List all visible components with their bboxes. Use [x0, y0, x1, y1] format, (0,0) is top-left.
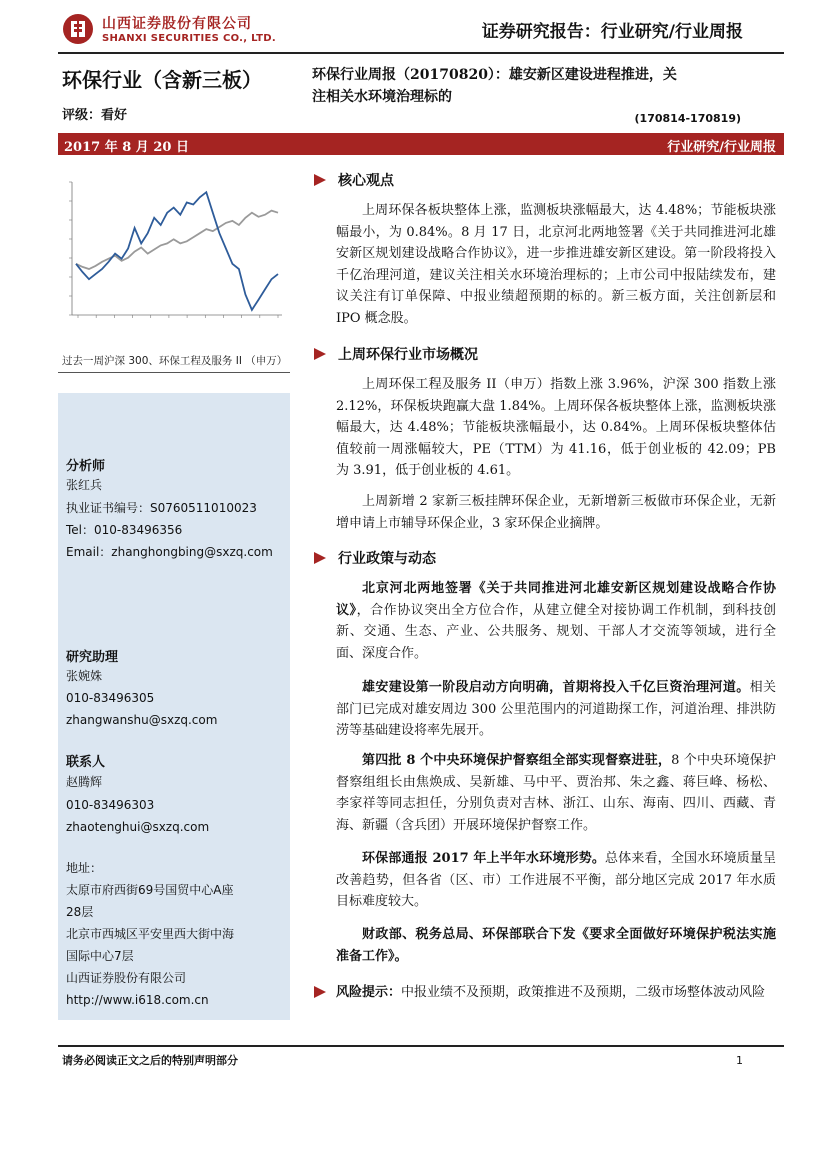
analyst-tel: Tel：010-83496356 [66, 523, 183, 537]
section-bullet-icon [314, 348, 326, 360]
policy-item-5-headline: 财政部、税务总局、环保部联合下发《要求全面做好环境保护税法实施准备工作》。 [336, 927, 776, 964]
policy-item-5 [336, 924, 776, 967]
analyst-email[interactable]: Email：zhanghongbing@sxzq.com [66, 545, 273, 559]
policy-item-1 [336, 578, 776, 664]
contact-name: 赵腾辉 [66, 775, 103, 789]
market-overview-title: 上周环保行业市场概况 [338, 347, 478, 363]
risk-label: 风险提示： [336, 985, 402, 1000]
core-views-text: 上周环保各板块整体上涨，监测板块涨幅最大，达 4.48%；节能板块涨幅最小，为 0.84%。8 月 17 日，北京河北两地签署《关于共同推进河北雄安新区规划建设战略合作协议》，进一步推进雄安新区建设。第一阶段将投入千亿治理河道，建议关注相关水环境治理标的；上市公司中报陆续发布，建议关注有订单保障、中报业绩超预期的标的。新三板方面，关注创新层和 IPO 概念股。 [336, 203, 776, 326]
footer-divider [58, 1045, 784, 1047]
headline-line-1: 环保行业周报（20170820）：雄安新区建设进程推进，关 [312, 67, 677, 83]
series-line-1 [76, 192, 278, 310]
policy-item-2-text: 相关部门已完成对雄安周边 300 公里范围内的河道勘探工作，河道治理、排洪防涝等基础建设将率先展开。 [336, 680, 776, 738]
risk-text: 中报业绩不及预期，政策推进不及预期，二级市场整体波动风险 [401, 985, 766, 1000]
page-number: 1 [736, 1054, 743, 1067]
section-bullet-icon [314, 552, 326, 564]
assistant-name: 张婉姝 [66, 669, 103, 683]
rating: 评级：看好 [62, 108, 128, 123]
risk-warning [336, 982, 776, 1004]
policy-item-3-headline: 第四批 8 个中央环境保护督察组全部实现督察进驻， [362, 753, 672, 768]
assistant-tel: 010-83496305 [66, 691, 155, 705]
industry-title: 环保行业（含新三板） [62, 68, 262, 92]
address-beijing-line2: 国际中心7层 [66, 949, 134, 963]
market-overview-text-1: 上周环保工程及服务 II（申万）指数上涨 3.96%，沪深 300 指数上涨 2.12%，环保板块跑赢大盘 1.84%。上周环保各板块整体上涨，监测板块涨幅最大，达 4.48%；节能板块涨幅最小，达 0.84%。上周环保板块整体估值较前一周涨幅较大，PE（TTM）为 41.16，低于创业板的 42.09；PB 为 3.91，低于创业板的 4.61。 [336, 377, 776, 478]
series-line-0 [76, 211, 278, 269]
policy-item-1-text: ，合作协议突出全方位合作，从建立健全对接协调工作机制，到科技创新、交通、生态、产业、公共服务、规划、干部人才交流等领域，进行全面、深度合作。 [336, 602, 776, 661]
address-taiyuan-line1: 太原市府西街69号国贸中心A座 [66, 883, 234, 897]
policy-item-2-headline: 雄安建设第一阶段启动方向明确，首期将投入千亿巨资治理河道。 [362, 680, 750, 695]
report-type: 证券研究报告：行业研究/行业周报 [481, 22, 743, 42]
report-date: 2017 年 8 月 20 日 [64, 140, 189, 155]
header-divider [58, 52, 784, 54]
disclaimer-notice: 请务必阅读正文之后的特别声明部分 [62, 1054, 238, 1067]
contact-tel: 010-83496303 [66, 798, 155, 812]
analyst-cert: 执业证书编号：S0760511010023 [66, 501, 257, 515]
sidebar-company: 山西证券股份有限公司 [66, 971, 187, 985]
headline-line-2: 注相关水环境治理标的 [312, 89, 452, 105]
chart-divider [58, 372, 290, 373]
band-category: 行业研究/行业周报 [667, 140, 776, 155]
company-name-cn: 山西证券股份有限公司 [102, 16, 252, 32]
policy-item-3 [336, 750, 776, 836]
assistant-label: 研究助理 [66, 650, 119, 665]
report-period: (170814-170819) [634, 112, 741, 125]
policy-item-1-headline: 北京河北两地签署《关于共同推进河北雄安新区规划建设战略合作协议》 [336, 581, 776, 618]
section-bullet-icon [314, 174, 326, 186]
policy-title: 行业政策与动态 [338, 551, 436, 567]
analyst-name: 张红兵 [66, 478, 103, 492]
risk-bullet-icon [314, 986, 326, 998]
date-band [58, 133, 784, 155]
address-beijing-line1: 北京市西城区平安里西大街中海 [66, 927, 235, 941]
website-link[interactable]: http://www.i618.com.cn [66, 993, 209, 1007]
policy-item-2 [336, 677, 776, 742]
company-logo-icon [62, 13, 94, 45]
policy-item-4-headline: 环保部通报 2017 年上半年水环境形势。 [362, 851, 606, 866]
policy-item-4-text: 总体来看，全国水环境质量呈改善趋势，但各省（区、市）工作进展不平衡，部分地区完成 2017 年水质目标难度较大。 [336, 851, 776, 909]
chart-caption: 过去一周沪深 300、环保工程及服务 II （申万） [62, 355, 288, 367]
analyst-label: 分析师 [66, 459, 106, 474]
policy-item-3-text: 8 个中央环境保护督察组组长由焦焕成、吴新雄、马中平、贾治邦、朱之鑫、蒋巨峰、杨松、李家祥等同志担任，分别负责对吉林、浙江、山东、海南、四川、西藏、青海、新疆（含兵团）开展环境保护督察工作。 [336, 753, 776, 833]
index-comparison-chart [60, 170, 290, 342]
company-name-en: SHANXI SECURITIES CO., LTD. [102, 33, 276, 44]
market-overview-text-2: 上周新增 2 家新三板挂牌环保企业，无新增新三板做市环保企业，无新增申请上市辅导环保企业，3 家环保企业摘牌。 [336, 494, 776, 531]
policy-item-4 [336, 848, 776, 913]
address-taiyuan-line2: 28层 [66, 905, 94, 919]
contact-email[interactable]: zhaotenghui@sxzq.com [66, 820, 210, 834]
core-views-title: 核心观点 [338, 173, 394, 189]
report-headline [312, 64, 782, 108]
contact-sidebar [58, 393, 290, 1020]
contact-label: 联系人 [66, 755, 106, 770]
address-label: 地址： [66, 861, 103, 875]
assistant-email[interactable]: zhangwanshu@sxzq.com [66, 713, 218, 727]
